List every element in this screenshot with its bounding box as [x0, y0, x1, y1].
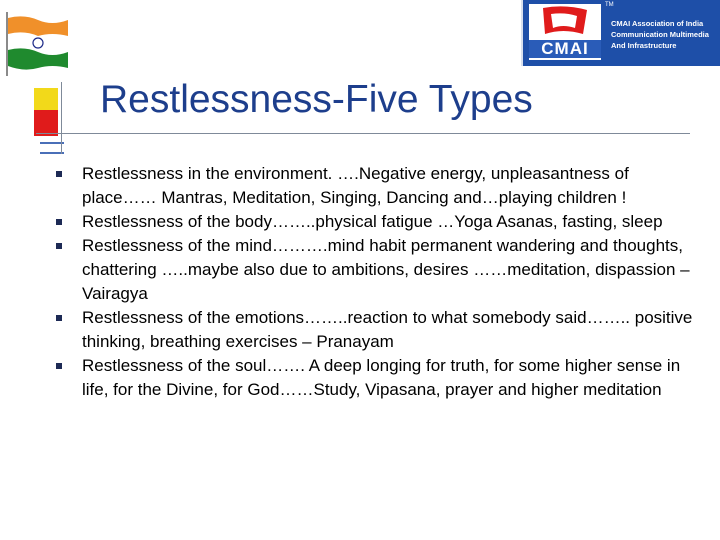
cmai-badge — [529, 4, 601, 60]
cmai-short-name: CMAI — [529, 40, 601, 58]
bullet-marker — [56, 171, 62, 177]
bullet-marker — [56, 315, 62, 321]
cmai-name-line: Communication Multimedia — [611, 30, 709, 39]
bullet-text: Restlessness of the emotions……..reaction to what somebody said…….. positive thinking, breathing exercises – Pranayam — [82, 308, 693, 351]
cmai-name-line: CMAI Association of India — [611, 19, 704, 28]
bullet-item — [56, 210, 706, 234]
bullet-item — [56, 234, 706, 306]
bullet-item — [56, 354, 706, 402]
india-flag-icon — [4, 10, 70, 76]
title-accent-yellow — [34, 88, 58, 110]
cmai-logo — [521, 0, 720, 66]
bullet-text: Restlessness of the body……..physical fatigue …Yoga Asanas, fasting, sleep — [82, 212, 663, 231]
bullet-marker — [56, 363, 62, 369]
bullet-list — [56, 162, 706, 402]
cmai-swirl-icon — [529, 4, 601, 40]
bullet-text: Restlessness of the mind……….mind habit permanent wandering and thoughts, chattering …..maybe also due to ambitions, desires ……meditation, dispassion – Vairagya — [82, 236, 690, 303]
cmai-full-name — [611, 18, 719, 51]
cmai-name-line: And Infrastructure — [611, 41, 677, 50]
title-divider-horizontal — [36, 133, 690, 134]
slide-title: Restlessness-Five Types — [100, 78, 533, 121]
title-divider-vertical — [61, 82, 62, 154]
bullet-item — [56, 306, 706, 354]
bullet-marker — [56, 243, 62, 249]
trademark-mark: TM — [605, 2, 614, 8]
bullet-text: Restlessness of the soul……. A deep longing for truth, for some higher sense in life, for the Divine, for God……Study, Vipasana, prayer and higher meditation — [82, 356, 681, 399]
bullet-item — [56, 162, 706, 210]
bullet-text: Restlessness in the environment. ….Negative energy, unpleasantness of place…… Mantras, Meditation, Singing, Dancing and…playing children ! — [82, 164, 629, 207]
bullet-marker — [56, 219, 62, 225]
